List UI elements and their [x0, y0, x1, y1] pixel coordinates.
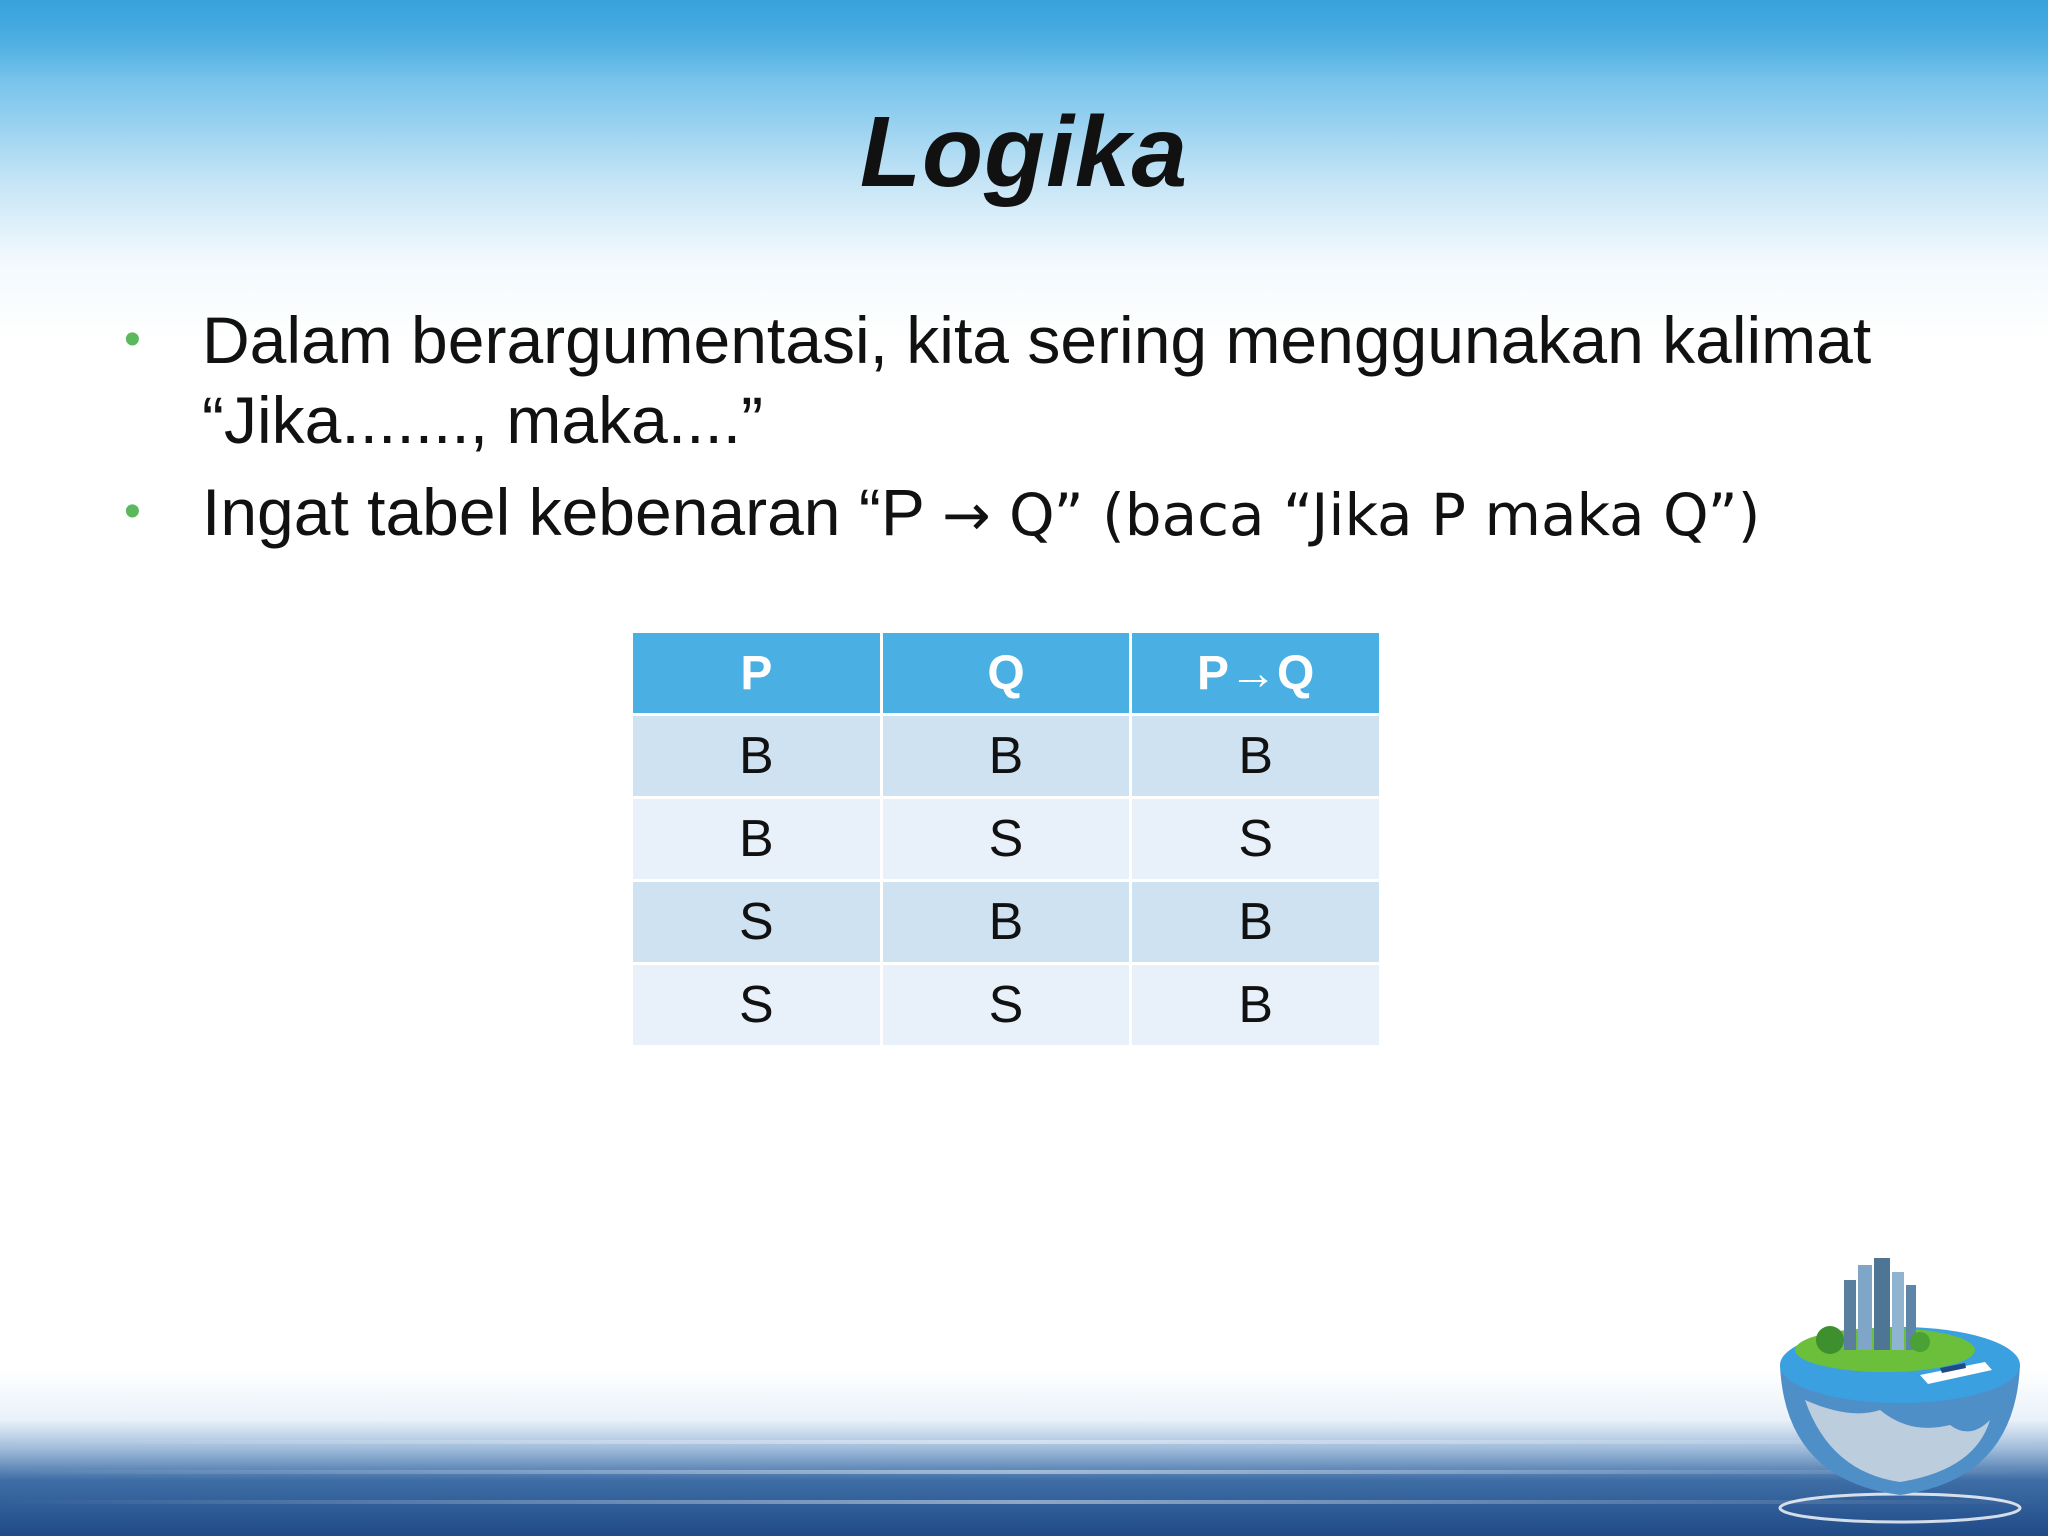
bullet-dot-icon: • — [124, 485, 141, 538]
table-row — [632, 715, 1381, 798]
sea-streak — [0, 1470, 2048, 1474]
top-gradient-band — [0, 0, 2048, 80]
sea-streak — [0, 1500, 2048, 1504]
header-cell-implication: P→Q — [1131, 632, 1381, 715]
table-row — [632, 881, 1381, 964]
table-cell: B — [881, 881, 1131, 964]
bullet-item — [120, 300, 1970, 460]
table-row — [632, 798, 1381, 881]
table-cell: S — [881, 798, 1131, 881]
bullet-dot-icon: • — [124, 313, 141, 366]
header-cell-p: P — [632, 632, 882, 715]
bullet-list — [120, 300, 1970, 567]
table-cell: S — [632, 881, 882, 964]
table-cell: B — [1131, 715, 1381, 798]
table-cell: B — [632, 715, 882, 798]
sea-streak — [0, 1440, 2048, 1444]
slide-title: Logika — [859, 96, 1189, 208]
table-cell: S — [1131, 798, 1381, 881]
table-row — [632, 964, 1381, 1047]
table-cell: S — [632, 964, 882, 1047]
table-cell: B — [632, 798, 882, 881]
globe-city-icon — [1760, 1250, 2040, 1530]
truth-table — [630, 630, 1382, 1048]
table-cell: B — [1131, 964, 1381, 1047]
table-cell: S — [881, 964, 1131, 1047]
table-header-row — [632, 632, 1381, 715]
bullet-text: Ingat tabel kebenaran “P — [202, 475, 942, 549]
bullet-item — [120, 472, 1970, 555]
header-cell-q: Q — [881, 632, 1131, 715]
table-cell: B — [881, 715, 1131, 798]
table-cell: B — [1131, 881, 1381, 964]
bullet-text: Dalam berargumentasi, kita sering menggunakan kalimat “Jika......., maka....” — [202, 303, 1872, 457]
bullet-text-alt-font: → Q” (baca “Jika P maka Q”) — [942, 481, 1761, 549]
